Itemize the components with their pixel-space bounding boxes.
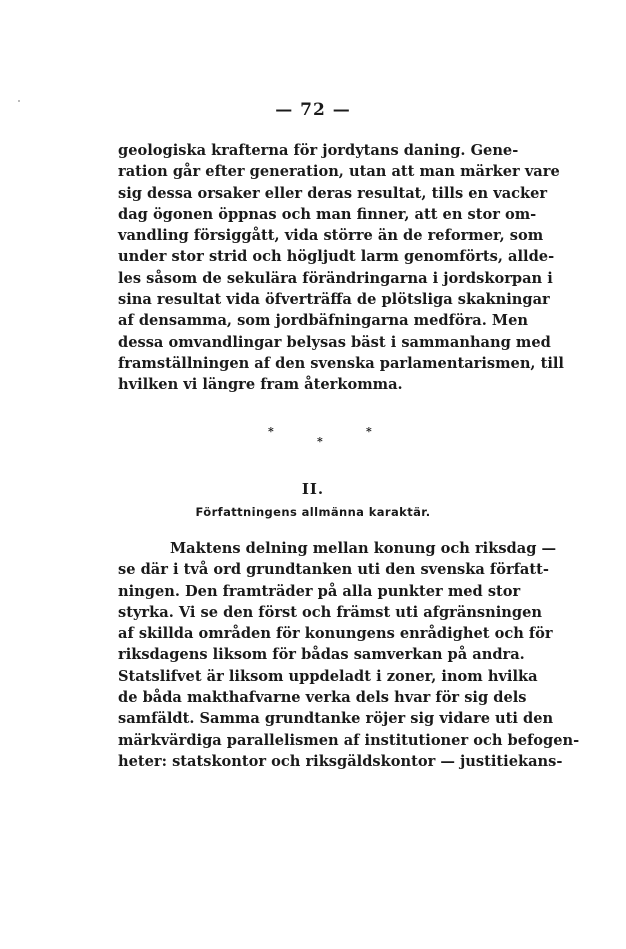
paragraph-body xyxy=(118,538,580,772)
text-line: ration går efter generation, utan att man märker vare xyxy=(118,163,560,181)
text-line: geologiska krafterna för jordytans daning. Gene- xyxy=(118,142,519,159)
text-line: sina resultat vida öfverträffa de plötsliga skakningar xyxy=(118,291,550,309)
text-line: hvilken vi längre fram återkomma. xyxy=(118,376,403,394)
text-line: under stor strid och högljudt larm genomförts, allde- xyxy=(118,248,555,266)
text-line: vandling försiggått, vida större än de reformer, som xyxy=(118,227,544,245)
text-line: Maktens delning mellan konung och riksdag — xyxy=(170,540,557,557)
text-line: heter: statskontor och riksgäldskontor — justitiekans- xyxy=(118,752,563,770)
page-number: — 72 — xyxy=(275,100,351,120)
text-line: af densamma, som jordbäfningarna medföra. Men xyxy=(118,312,528,330)
separator-star: * xyxy=(366,425,372,438)
text-line: Statslifvet är liksom uppdeladt i zoner, inom hvilka xyxy=(118,667,538,685)
text-line: ningen. Den framträder på alla punkter med stor xyxy=(118,582,521,600)
text-line: af skillda områden för konungens enrådighet och för xyxy=(118,625,553,643)
text-line: se där i två ord grundtanken uti den svenska författ- xyxy=(118,561,549,579)
separator-star: * xyxy=(317,435,323,448)
text-line: les såsom de sekulära förändringarna i jordskorpan i xyxy=(118,269,553,287)
section-separator xyxy=(0,423,626,453)
text-line: samfäldt. Samma grundtanke röjer sig vidare uti den xyxy=(118,710,554,728)
text-line: de båda makthafvarne verka dels hvar för sig dels xyxy=(118,689,527,707)
section-number: II. xyxy=(301,480,325,498)
section-heading: Författningens allmänna karaktär. xyxy=(195,505,431,519)
text-line: sig dessa orsaker eller deras resultat, tills en vacker xyxy=(118,184,548,202)
text-line: framställningen af den svenska parlamentarismen, till xyxy=(118,354,564,372)
paragraph-continuation xyxy=(118,140,564,396)
text-line: dessa omvandlingar belysas bäst i sammanhang med xyxy=(118,333,551,351)
separator-star: * xyxy=(268,425,274,438)
text-line: riksdagens liksom för bådas samverkan på andra. xyxy=(118,646,525,664)
text-line: märkvärdiga parallelismen af institutioner och befogen- xyxy=(118,731,580,749)
text-line: styrka. Vi se den först och främst uti afgränsningen xyxy=(118,603,543,621)
text-line: dag ögonen öppnas och man finner, att en stor om- xyxy=(118,205,537,223)
